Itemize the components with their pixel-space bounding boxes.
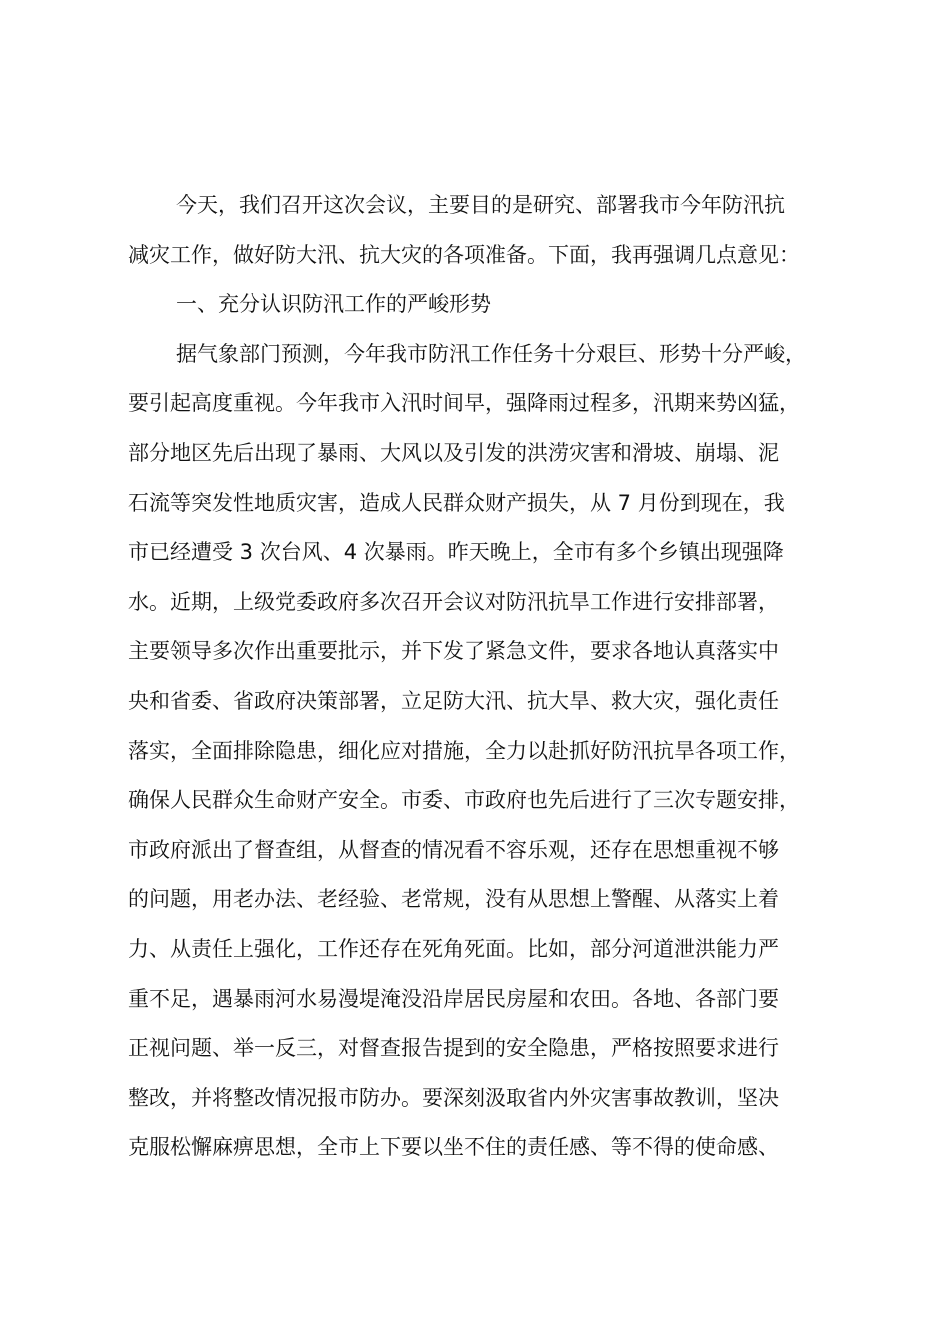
text-line: 要引起高度重视。今年我市入汛时间早，强降雨过程多，汛期来势凶猛， bbox=[128, 391, 800, 416]
text-line: 整改，并将整改情况报市防办。要深刻汲取省内外灾害事故教训，坚决 bbox=[128, 1085, 779, 1110]
text-line: 市政府派出了督查组，从督查的情况看不容乐观，还存在思想重视不够 bbox=[128, 837, 779, 862]
document-body bbox=[128, 181, 828, 1173]
text-line: 石流等突发性地质灾害，造成人民群众财产损失，从 7 月份到现在，我 bbox=[128, 490, 785, 515]
text-line: 的问题，用老办法、老经验、老常规，没有从思想上警醒、从落实上着 bbox=[128, 887, 779, 912]
text-line: 重不足，遇暴雨河水易漫堤淹没沿岸居民房屋和农田。各地、各部门要 bbox=[128, 986, 779, 1011]
text-line: 水。近期，上级党委政府多次召开会议对防汛抗旱工作进行安排部署， bbox=[128, 589, 779, 614]
text-line: 据气象部门预测，今年我市防汛工作任务十分艰巨、形势十分严峻， bbox=[176, 341, 806, 366]
text-line: 正视问题、举一反三，对督查报告提到的安全隐患，严格按照要求进行 bbox=[128, 1036, 779, 1061]
text-line: 落实，全面排除隐患，细化应对措施，全力以赴抓好防汛抗旱各项工作， bbox=[128, 738, 800, 763]
section-heading bbox=[128, 280, 828, 330]
text-line: 部分地区先后出现了暴雨、大风以及引发的洪涝灾害和滑坡、崩塌、泥 bbox=[128, 440, 779, 465]
text-line: 央和省委、省政府决策部署，立足防大汛、抗大旱、救大灾，强化责任 bbox=[128, 688, 779, 713]
heading-line: 一、充分认识防汛工作的严峻形势 bbox=[176, 292, 491, 317]
paragraph-intro bbox=[128, 181, 828, 280]
text-line: 确保人民群众生命财产安全。市委、市政府也先后进行了三次专题安排， bbox=[128, 788, 800, 813]
text-line: 克服松懈麻痹思想，全市上下要以坐不住的责任感、等不得的使命感、 bbox=[128, 1135, 779, 1160]
text-line: 市已经遭受 3 次台风、4 次暴雨。昨天晚上，全市有多个乡镇出现强降 bbox=[128, 540, 784, 565]
text-line: 力、从责任上强化，工作还存在死角死面。比如，部分河道泄洪能力严 bbox=[128, 936, 779, 961]
text-line: 今天，我们召开这次会议，主要目的是研究、部署我市今年防汛抗 bbox=[176, 193, 785, 217]
paragraph-body bbox=[128, 330, 828, 1173]
text-line: 主要领导多次作出重要批示，并下发了紧急文件，要求各地认真落实中 bbox=[128, 639, 779, 664]
text-line: 减灾工作，做好防大汛、抗大灾的各项准备。下面，我再强调几点意见： bbox=[128, 242, 800, 267]
